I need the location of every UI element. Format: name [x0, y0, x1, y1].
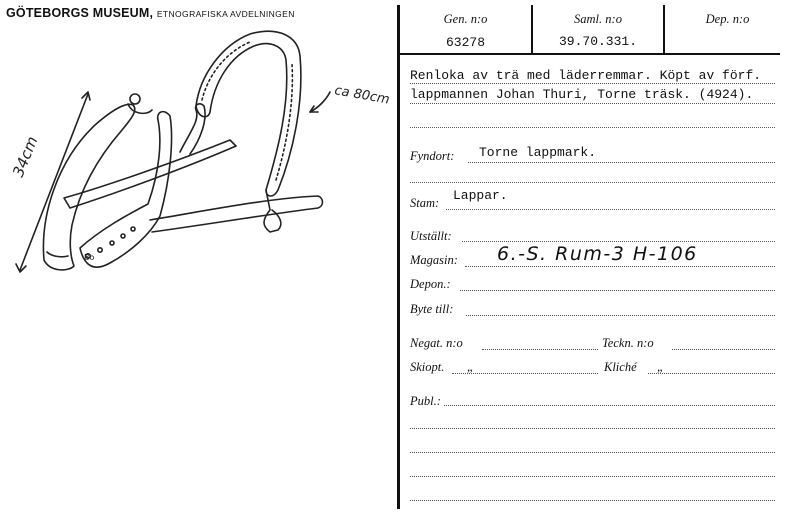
- department-name: ETNOGRAFISKA AVDELNINGEN: [156, 9, 295, 19]
- dotted-rule: [452, 373, 598, 374]
- gen-no-value: 63278: [445, 35, 485, 50]
- description-line-1: Renloka av trä med läderremmar. Köpt av förf.: [410, 68, 762, 83]
- dotted-rule: [410, 428, 775, 429]
- skiopt-label: Skiopt.: [410, 360, 445, 374]
- magasin-label: Magasin:: [410, 253, 458, 267]
- byte-till-label: Byte till:: [410, 302, 454, 316]
- dotted-rule: [672, 349, 775, 350]
- dotted-rule: [410, 127, 775, 128]
- length-label: 34cm: [9, 133, 42, 180]
- teckn-label: Teckn. n:o: [602, 336, 654, 350]
- dotted-rule: [410, 103, 775, 104]
- stam-value: Lappar.: [453, 188, 508, 203]
- utstallt-label: Utställt:: [410, 229, 452, 243]
- dotted-rule: [465, 266, 775, 267]
- dotted-rule: [466, 315, 775, 316]
- harness-sketch: [0, 20, 395, 510]
- dotted-rule: [410, 500, 775, 501]
- kliche-label: Kliché: [604, 360, 637, 374]
- dotted-rule: [460, 290, 775, 291]
- negat-label: Negat. n:o: [410, 336, 463, 350]
- saml-no-label: Saml. n:o: [574, 12, 622, 26]
- dotted-rule: [468, 162, 775, 163]
- depon-label: Depon.:: [410, 277, 451, 291]
- fyndort-label: Fyndort:: [410, 149, 455, 163]
- strap-length-label: ca 80cm: [333, 83, 391, 108]
- saml-no-value: 39.70.331.: [558, 34, 637, 49]
- dotted-rule: [410, 83, 775, 84]
- museum-header: [6, 6, 295, 20]
- magasin-value: 6.-S. Rum-3 H-106: [497, 243, 698, 265]
- svg-text:Bo: Bo: [84, 253, 95, 262]
- description-line-2: lappmannen Johan Thuri, Torne träsk. (4924).: [410, 87, 754, 102]
- kliche-value: „: [657, 360, 664, 374]
- dotted-rule: [482, 349, 598, 350]
- dotted-rule: [444, 405, 775, 406]
- dep-no-label: Dep. n:o: [705, 12, 750, 26]
- fyndort-value: Torne lappmark.: [479, 145, 597, 160]
- dotted-rule: [446, 209, 775, 210]
- stam-label: Stam:: [410, 196, 440, 210]
- dotted-rule: [410, 182, 775, 183]
- card-divider: [397, 5, 400, 509]
- publ-label: Publ.:: [410, 394, 441, 408]
- skiopt-value: „: [467, 360, 474, 374]
- museum-name: GÖTEBORGS MUSEUM,: [6, 6, 154, 20]
- dotted-rule: [648, 373, 775, 374]
- dotted-rule: [410, 476, 775, 477]
- header-rule: [399, 53, 780, 55]
- gen-no-label: Gen. n:o: [443, 12, 488, 26]
- dotted-rule: [462, 241, 775, 242]
- dotted-rule: [410, 452, 775, 453]
